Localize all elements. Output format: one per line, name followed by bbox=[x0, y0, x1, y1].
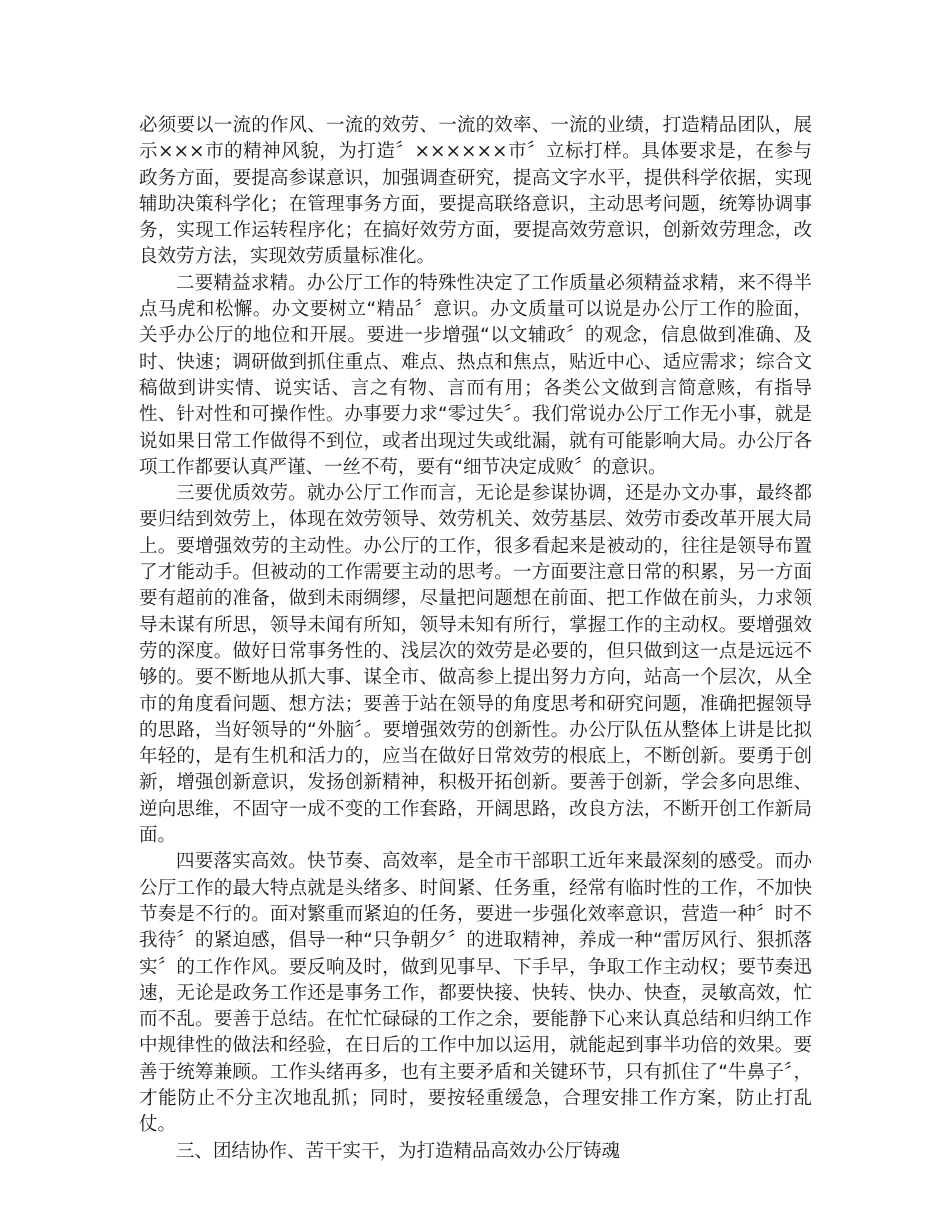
paragraph-quality-service: 三要优质效劳。就办公厅工作而言，无论是参谋协调，还是办文办事，最终都要归结到效劳上，体现在效劳领导、效劳机关、效劳基层、效劳市委改革开展大局上。要增强效劳的主动性。办公厅的工作，很多看起来是被动的，往往是领导布置了才能动手。但被动的工作需要主动的思考。一方面要注意日常的积累，另一方面要有超前的准备，做到未雨绸缪，尽量把问题想在前面、把工作做在前头，力求领导未谋有所思，领导未闻有所知，领导未知有所行，掌握工作的主动权。要增强效劳的深度。做好日常事务性的、浅层次的效劳是必要的，但只做到这一点是远远不够的。要不断地从抓大事、谋全市、做高参上提出努力方向，站高一个层次，从全市的角度看问题、想方法；要善于站在领导的角度思考和研究问题，准确把握领导的思路，当好领导的“外脑〞。要增强效劳的创新性。办公厅队伍从整体上讲是比拟年轻的，是有生机和活力的，应当在做好日常效劳的根底上，不断创新。要勇于创新，增强创新意识，发扬创新精神，积极开拓创新。要善于创新，学会多向思维、逆向思维，不固守一成不变的工作套路，开阔思路，改良方法，不断开创工作新局面。 bbox=[139, 483, 812, 847]
paragraph-continuation: 必须要以一流的作风、一流的效劳、一流的效率、一流的业绩，打造精品团队，展示×××市的精神风貌，为打造〞××××××市〞立标打样。具体要求是，在参与政务方面，要提高参谋意识，加强调查研究，提高文字水平，提供科学依据，实现辅助决策科学化；在管理事务方面，要提高联络意识，主动思考问题，统筹协调事务，实现工作运转程序化；在搞好效劳方面，要提高效劳意识，创新效劳理念，改良效劳方法，实现效劳质量标准化。 bbox=[139, 115, 812, 268]
paragraph-precision: 二要精益求精。办公厅工作的特殊性决定了工作质量必须精益求精，来不得半点马虎和松懈。办文要树立“精品〞意识。办文质量可以说是办公厅工作的脸面，关乎办公厅的地位和开展。要进一步增强“以文辅政〞的观念，信息做到准确、及时、快速；调研做到抓住重点、难点、热点和焦点，贴近中心、适应需求；综合文稿做到讲实情、说实话、言之有物、言而有用；各类公文做到言简意赅，有指导性、针对性和可操作性。办事要力求“零过失〞。我们常说办公厅工作无小事，就是说如果日常工作做得不到位，或者出现过失或纰漏，就有可能影响大局。办公厅各项工作都要认真严谨、一丝不苟，要有“细节决定成败〞的意识。 bbox=[139, 272, 812, 478]
document-body bbox=[139, 113, 812, 1165]
section-heading: 三、团结协作、苦干实干，为打造精品高效办公厅铸魂 bbox=[176, 1140, 621, 1162]
paragraph-efficiency: 四要落实高效。快节奏、高效率，是全市干部职工近年来最深刻的感受。而办公厅工作的最大特点就是头绪多、时间紧、任务重，经常有临时性的工作，不加快节奏是不行的。面对繁重而紧迫的任务，要进一步强化效率意识，营造一种〞时不我待〞的紧迫感，倡导一种“只争朝夕〞的进取精神，养成一种“雷厉风行、狠抓落实〞的工作作风。要反响及时，做到见事早、下手早，争取工作主动权；要节奏迅速，无论是政务工作还是事务工作，都要快接、快转、快办、快查，灵敏高效，忙而不乱。要善于总结。在忙忙碌碌的工作之余，要能静下心来认真总结和归纳工作中规律性的做法和经验，在日后的工作中加以运用，就能起到事半功倍的效果。要善于统筹兼顾。工作头绪再多，也有主要矛盾和关键环节，只有抓住了“牛鼻子〞，才能防止不分主次地乱抓；同时，要按轻重缓急，合理安排工作方案，防止打乱仗。 bbox=[139, 851, 812, 1136]
